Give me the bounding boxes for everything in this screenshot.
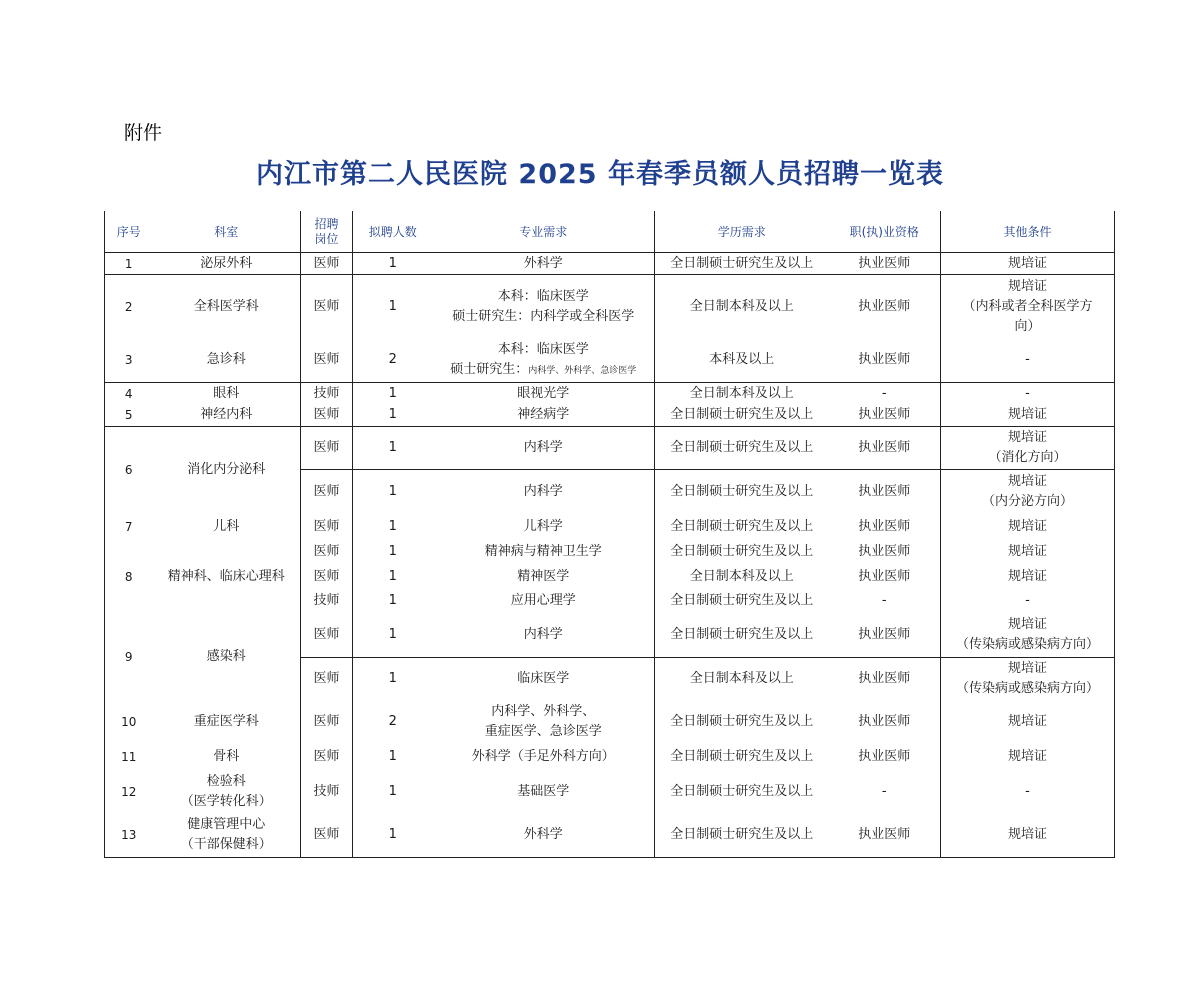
header-other: 其他条件 — [941, 211, 1115, 253]
cell-seq: 8 — [105, 540, 153, 614]
cell-qual: 执业医师 — [858, 748, 911, 764]
cell-qual: 执业医师 — [858, 483, 911, 499]
cell-major: 外科学 — [433, 814, 655, 858]
cell-major: 内科学 — [523, 483, 563, 499]
cell-major: 外科学（手足外科方向） — [471, 748, 615, 764]
cell-count: 1 — [353, 744, 433, 770]
table-row — [105, 614, 1115, 658]
cell-other: - — [941, 589, 1115, 614]
cell-edu: 全日制硕士研究生及以上 — [655, 744, 829, 770]
cell-major: 应用心理学 — [510, 593, 576, 608]
cell-dept — [153, 770, 301, 814]
cell-other: - — [941, 383, 1115, 405]
header-post — [301, 211, 353, 253]
cell-post: 医师 — [301, 614, 353, 658]
major-line: 本科：临床医学 — [497, 288, 589, 304]
cell-qual: 执业医师 — [858, 671, 911, 687]
cell-edu: 全日制硕士研究生及以上 — [655, 427, 829, 470]
cell-seq: 12 — [105, 770, 153, 814]
cell-other — [941, 614, 1115, 658]
header-count: 拟聘人数 — [353, 211, 433, 253]
cell-qual: 执业医师 — [858, 518, 911, 534]
cell-dept: 泌尿外科 — [153, 253, 301, 275]
cell-qual: 执业医师 — [858, 544, 911, 559]
cell-other: 规培证 — [941, 514, 1115, 540]
cell-major: 眼视光学 — [517, 385, 570, 401]
cell-post: 医师 — [301, 701, 353, 744]
other-line: 规培证 — [1007, 278, 1047, 294]
cell-post: 医师 — [301, 658, 353, 701]
cell-qual: 执业医师 — [829, 814, 941, 858]
table-row — [105, 253, 1115, 275]
table-row — [105, 701, 1115, 744]
cell-major: 精神医学 — [517, 568, 570, 584]
cell-other: 规培证 — [941, 253, 1115, 275]
cell-edu: 全日制硕士研究生及以上 — [655, 701, 829, 744]
cell-count: 1 — [353, 275, 433, 339]
cell-major: 内科学 — [433, 614, 655, 658]
cell-major: 精神病与精神卫生学 — [484, 544, 602, 559]
cell-seq: 7 — [105, 514, 153, 540]
cell-count: 1 — [353, 814, 433, 858]
cell-count: 1 — [353, 383, 433, 405]
cell-count: 1 — [353, 565, 433, 589]
header-post-line1: 招聘 — [314, 216, 339, 231]
header-post-line2: 岗位 — [314, 231, 339, 246]
other-line: 规培证 — [1007, 473, 1047, 489]
cell-other: - — [941, 770, 1115, 814]
cell-other — [941, 470, 1115, 514]
cell-dept: 重症医学科 — [193, 714, 259, 729]
cell-post: 医师 — [301, 540, 353, 565]
cell-post: 医师 — [301, 253, 353, 275]
cell-count: 2 — [353, 701, 433, 744]
cell-count: 1 — [353, 658, 433, 701]
other-line: （内科或者全科医学方 — [962, 298, 1093, 314]
other-line: （消化方向） — [988, 450, 1067, 465]
cell-edu: 全日制硕士研究生及以上 — [655, 614, 829, 658]
cell-qual: - — [881, 783, 887, 799]
cell-dept: 急诊科 — [153, 339, 301, 383]
cell-count: 1 — [353, 514, 433, 540]
cell-major: 内科学 — [433, 427, 655, 470]
header-major: 专业需求 — [433, 211, 655, 253]
cell-qual: - — [881, 385, 887, 401]
cell-other — [941, 275, 1115, 339]
table-row — [105, 275, 1115, 339]
cell-dept: 消化内分泌科 — [187, 462, 266, 478]
cell-seq: 10 — [105, 701, 153, 744]
major-line: 硕士研究生： — [450, 361, 529, 377]
cell-dept: 眼科 — [213, 385, 240, 401]
recruitment-table — [104, 211, 1115, 858]
cell-count: 1 — [353, 427, 433, 470]
cell-post: 医师 — [301, 744, 353, 770]
cell-other: - — [941, 339, 1115, 383]
cell-post: 医师 — [301, 514, 353, 540]
cell-edu: 全日制本科及以上 — [655, 383, 829, 405]
cell-qual: 执业医师 — [858, 298, 911, 314]
cell-count: 1 — [353, 253, 433, 275]
cell-post: 医师 — [301, 339, 353, 383]
cell-qual: 执业医师 — [829, 339, 941, 383]
other-line: （内分泌方向） — [981, 493, 1073, 509]
cell-post: 技师 — [301, 770, 353, 814]
cell-edu: 全日制硕士研究生及以上 — [655, 405, 829, 427]
cell-dept: 儿科 — [213, 518, 240, 534]
cell-dept: 骨科 — [213, 748, 240, 764]
cell-other: 规培证 — [941, 814, 1115, 858]
major-line: 硕士研究生：内科学或全科医学 — [452, 308, 635, 324]
cell-post: 医师 — [301, 427, 353, 470]
cell-qual: 执业医师 — [829, 405, 941, 427]
other-line: 向） — [1014, 318, 1041, 334]
cell-post: 医师 — [301, 565, 353, 589]
other-line: 规培证 — [1007, 430, 1047, 445]
cell-count: 1 — [353, 770, 433, 814]
cell-other: 规培证 — [941, 540, 1115, 565]
cell-edu: 全日制硕士研究生及以上 — [655, 814, 829, 858]
header-row — [105, 211, 1115, 253]
cell-qual: 执业医师 — [858, 568, 911, 584]
dept-line: 检验科 — [206, 773, 246, 789]
other-line: （传染病或感染病方向） — [955, 637, 1099, 653]
attachment-label: 附件 — [124, 122, 163, 144]
cell-qual: 执业医师 — [829, 253, 941, 275]
cell-post: 技师 — [301, 589, 353, 614]
cell-edu: 全日制硕士研究生及以上 — [655, 514, 829, 540]
cell-seq: 9 — [105, 614, 153, 701]
other-line: （传染病或感染病方向） — [955, 681, 1099, 697]
table-row — [105, 405, 1115, 427]
cell-edu: 全日制硕士研究生及以上 — [655, 470, 829, 514]
table-row — [105, 427, 1115, 470]
dept-line: （干部保健科） — [180, 837, 272, 853]
cell-seq: 4 — [105, 383, 153, 405]
cell-post: 医师 — [301, 405, 353, 427]
cell-other: 规培证 — [941, 405, 1115, 427]
table-row — [105, 744, 1115, 770]
cell-seq: 11 — [105, 744, 153, 770]
cell-edu: 全日制硕士研究生及以上 — [655, 540, 829, 565]
cell-major: 临床医学 — [517, 671, 570, 687]
cell-edu: 全日制本科及以上 — [655, 658, 829, 701]
header-dept: 科室 — [153, 211, 301, 253]
cell-edu: 本科及以上 — [655, 339, 829, 383]
cell-other — [941, 427, 1115, 470]
cell-dept: 精神科、临床心理科 — [167, 568, 285, 584]
table-row — [105, 770, 1115, 814]
cell-major — [433, 701, 655, 744]
dept-line: 健康管理中心 — [187, 817, 266, 833]
cell-edu: 全日制硕士研究生及以上 — [655, 253, 829, 275]
cell-qual: 执业医师 — [858, 714, 911, 729]
major-line: 本科：临床医学 — [497, 341, 589, 357]
cell-dept — [153, 814, 301, 858]
cell-seq: 6 — [105, 427, 153, 514]
cell-seq: 13 — [105, 814, 153, 858]
cell-count: 1 — [353, 405, 433, 427]
cell-edu: 全日制硕士研究生及以上 — [655, 589, 829, 614]
cell-edu: 全日制本科及以上 — [655, 565, 829, 589]
cell-other: 规培证 — [941, 701, 1115, 744]
cell-other — [941, 658, 1115, 701]
header-qual: 职(执)业资格 — [829, 211, 941, 253]
cell-edu: 全日制本科及以上 — [655, 275, 829, 339]
other-line: 规培证 — [1007, 661, 1047, 677]
cell-major — [433, 339, 655, 383]
cell-count: 1 — [353, 470, 433, 514]
header-edu: 学历需求 — [655, 211, 829, 253]
cell-dept: 感染科 — [206, 649, 246, 664]
cell-seq: 1 — [105, 253, 153, 275]
table-row — [105, 514, 1115, 540]
cell-major — [433, 275, 655, 339]
cell-post: 医师 — [301, 275, 353, 339]
document-title: 内江市第二人民医院 2025 年春季员额人员招聘一览表 — [256, 159, 944, 190]
cell-major: 基础医学 — [517, 783, 570, 799]
header-seq: 序号 — [105, 211, 153, 253]
other-line: 规培证 — [1007, 617, 1047, 633]
major-line: 内科学、外科学、 — [491, 704, 596, 719]
cell-post: 医师 — [301, 470, 353, 514]
cell-count: 1 — [353, 589, 433, 614]
cell-qual: 执业医师 — [829, 614, 941, 658]
cell-qual: 执业医师 — [829, 427, 941, 470]
cell-seq: 3 — [105, 339, 153, 383]
dept-line: （医学转化科） — [180, 793, 272, 809]
cell-qual: - — [881, 593, 887, 608]
major-line: 重症医学、急诊医学 — [484, 724, 602, 739]
table-row — [105, 814, 1115, 858]
table-row — [105, 540, 1115, 565]
cell-dept: 神经内科 — [153, 405, 301, 427]
cell-seq: 5 — [105, 405, 153, 427]
cell-major: 外科学 — [433, 253, 655, 275]
cell-post: 技师 — [301, 383, 353, 405]
cell-count: 1 — [353, 540, 433, 565]
cell-major: 神经病学 — [433, 405, 655, 427]
table-row — [105, 383, 1115, 405]
cell-count: 1 — [353, 614, 433, 658]
cell-major: 儿科学 — [523, 518, 563, 534]
cell-dept: 全科医学科 — [193, 298, 259, 314]
major-line-small: 内科学、外科学、急诊医学 — [528, 365, 637, 376]
cell-count: 2 — [353, 339, 433, 383]
cell-post: 医师 — [301, 814, 353, 858]
cell-edu: 全日制硕士研究生及以上 — [655, 770, 829, 814]
cell-seq: 2 — [105, 275, 153, 339]
table-row — [105, 339, 1115, 383]
cell-other: 规培证 — [941, 744, 1115, 770]
cell-other: 规培证 — [941, 565, 1115, 589]
